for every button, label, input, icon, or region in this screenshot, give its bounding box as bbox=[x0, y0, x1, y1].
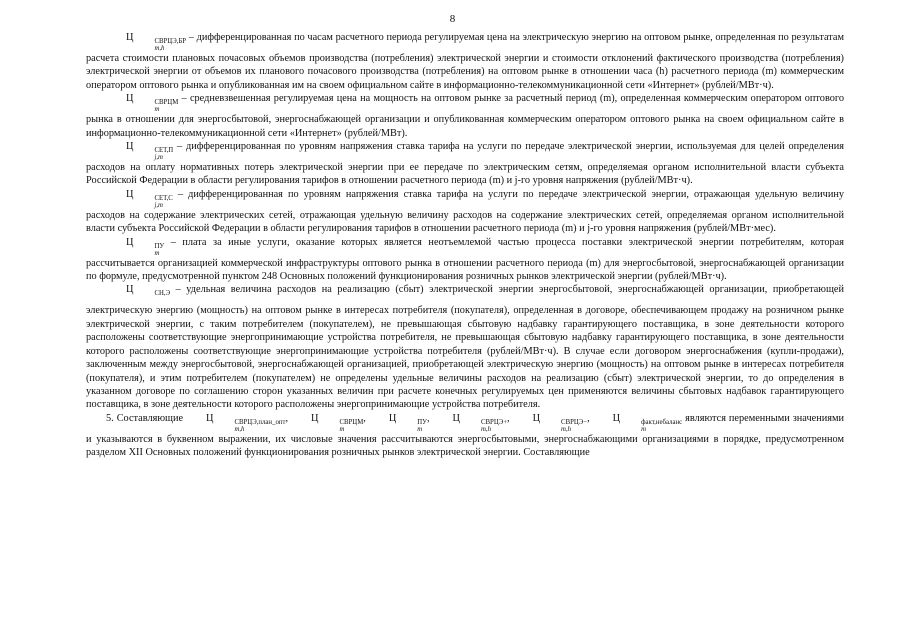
symbol-base: Ц bbox=[452, 412, 460, 424]
formula-symbol bbox=[433, 412, 508, 433]
clause-lead: 5. Составляющие bbox=[106, 412, 186, 424]
symbol-base: Ц bbox=[126, 188, 134, 200]
symbol-superscript: СВРЦМ bbox=[154, 99, 179, 107]
definition-text: – удельная величина расходов на реализацию (сбыт) электрической энергии энергосбытовой, энергоснабжающей организации, приобретающей электрическую энергию (мощность) на оптовом рынке в интересах потребителя (покупателя), определенная в договоре, обеспечивающем продажу на розничном рынке электрической энергии, с таким потребителем (покупателем), не превышающая сбытовую надбавку гарантирующего поставщика, в зоне деятельности которого расположены соответствующие энергопринимающие устройства потребителя, не превышающая сбытовую надбавку гарантирующего поставщика, в зоне деятельности которого расположены соответствующие энергопринимающие устройства потребителя (рублей/МВт·ч). В случае если договором энергоснабжения (купли-продажи), заключенным между энергосбытовой, энергоснабжающей организацией, приобретающей электрическую энергию (мощность) на оптовом рынке в интересах потребителя (покупателя), и этим потребителем (покупателем) не определены удельные величины расходов на реализацию (сбыт) электрической энергии, то до определения в указанном договоре по соглашению сторон указанных величин при расчете конечных регулируемых цен применяются величины сбытовых надбавок гарантирующего поставщика, в зоне деятельности которого расположены энергопринимающие устройства потребителя. bbox=[86, 284, 844, 411]
symbol-subscript: m bbox=[154, 249, 160, 257]
formula-symbol bbox=[513, 412, 588, 433]
definition-text: – плата за иные услуги, оказание которых является неотъемлемой частью процесса поставки электрической энергии потребителям, которая рассчитывается организацией коммерческой инфраструктуры оптового рынка в отношении расчетного периода (m) для энергосбытовой, энергоснабжающей организации по формуле, предусмотренной пунктом 248 Основных положений функционирования розничных рынков электрической энергии (рублей/МВт·ч). bbox=[86, 236, 844, 283]
formula-symbol bbox=[186, 412, 285, 433]
definition-text: – средневзвешенная регулируемая цена на мощность на оптовом рынке за расчетный период (m), определенная коммерческим оператором оптового рынка в отношении для энергосбытовой, энергоснабжающей организации и опубликованная коммерческим оператором оптового рынка на своем официальном сайте в информационно-телекоммуникационной сети «Интернет» (рублей/МВт). bbox=[86, 93, 844, 139]
symbol-superscript: ПУ bbox=[417, 418, 427, 426]
symbol-separator: , bbox=[587, 412, 593, 424]
symbol-subscript: j,m bbox=[154, 154, 163, 162]
definition-paragraph bbox=[86, 283, 844, 411]
definition-text: – дифференцированная по уровням напряжения ставка тарифа на услуги по передаче электрической энергии, отражающая удельную величину расходов на содержание электрических сетей, отражающая удельную величину расходов на содержание электрических сетей, определяемая органом исполнительной власти субъекта Российской Федерации в области регулирования тарифов в отношении расчетного периода (m) и j-го уровня напряжения (рублей/МВт·мес). bbox=[86, 188, 844, 235]
symbol-base: Ц bbox=[126, 141, 134, 153]
symbol-subscript: m,h bbox=[154, 45, 165, 52]
symbol-superscript: ПУ bbox=[154, 242, 165, 250]
symbol-base: Ц bbox=[311, 412, 319, 424]
symbol-subscript bbox=[134, 297, 170, 304]
symbol-subscript: m bbox=[417, 425, 423, 433]
clause-5-paragraph bbox=[86, 412, 844, 460]
page-number: 8 bbox=[449, 13, 456, 25]
symbol-base: Ц bbox=[532, 412, 541, 424]
formula-symbol bbox=[106, 188, 173, 209]
symbol-subscript: m bbox=[154, 106, 160, 114]
symbol-base: Ц bbox=[126, 32, 134, 43]
symbol-superscript: СЕТ,С bbox=[154, 194, 173, 202]
symbol-base: Ц bbox=[206, 412, 214, 424]
definition-paragraph bbox=[86, 140, 844, 188]
symbol-base: Ц bbox=[612, 412, 621, 424]
symbol-subscript: j,m bbox=[154, 201, 163, 209]
formula-symbol bbox=[106, 92, 178, 113]
symbol-base: Ц bbox=[388, 412, 397, 424]
symbol-separator: , bbox=[426, 412, 433, 424]
formula-symbol bbox=[593, 412, 682, 433]
document-body bbox=[86, 31, 844, 460]
symbol-superscript: СВРЦЭ+ bbox=[480, 418, 508, 426]
symbol-base: Ц bbox=[126, 93, 134, 105]
definition-paragraph bbox=[86, 92, 844, 140]
symbol-subscript: m,h bbox=[234, 425, 245, 433]
definition-paragraph bbox=[86, 31, 844, 92]
symbol-superscript: СВРЦЭ,план_опт bbox=[234, 418, 286, 426]
definition-paragraph bbox=[86, 236, 844, 284]
definition-paragraph bbox=[86, 188, 844, 236]
symbol-base: Ц bbox=[126, 284, 134, 296]
symbol-superscript: факт,небаланс bbox=[641, 418, 683, 426]
symbol-superscript: СВРЦМ bbox=[339, 418, 364, 426]
symbol-base: Ц bbox=[126, 236, 134, 248]
symbol-separator: , bbox=[507, 412, 513, 424]
symbol-superscript: СЕТ,П bbox=[154, 147, 174, 155]
symbol-subscript: m,h bbox=[480, 425, 491, 433]
formula-symbol bbox=[369, 412, 427, 433]
symbol-superscript: СН,Э bbox=[154, 290, 171, 298]
formula-symbol bbox=[106, 140, 173, 161]
symbol-subscript: m,h bbox=[561, 425, 572, 433]
definition-text: – дифференцированная по уровням напряжения ставка тарифа на услуги по передаче электрической энергии, используемая для целей определения расходов на оплату нормативных потерь электрической энергии при ее передаче по электрическим сетям, определяемая органом исполнительной власти субъекта Российской Федерации в области регулирования тарифов в отношении расчетного периода (m) и j-го уровня напряжения (рублей/МВт·ч). bbox=[86, 141, 844, 187]
symbol-separator: , bbox=[363, 412, 369, 424]
formula-symbol bbox=[106, 31, 186, 52]
symbol-subscript: m bbox=[641, 425, 647, 433]
formula-symbol bbox=[106, 283, 170, 304]
formula-symbol bbox=[291, 412, 363, 433]
formula-symbol bbox=[106, 236, 164, 257]
symbol-separator: , bbox=[285, 412, 292, 424]
definition-text: – дифференцированная по часам расчетного периода регулируемая цена на электрическую энергию на оптовом рынке, определенная по результатам расчета стоимости плановых почасовых объемов производства (потребления) электрической энергии и стоимости отклонений фактического производства (потребления) электрической энергии от объемов их планового почасового производства (потребления) на оптовом рынке в отношении часа (h) расчетного периода (m) коммерческим оператором оптового рынка и опубликованная им на своем официальном сайте в информационно-телекоммуникационной сети «Интернет» (рублей/МВт·ч). bbox=[86, 32, 844, 91]
symbol-superscript: СВРЦЭ− bbox=[561, 418, 588, 426]
symbol-superscript: СВРЦЭ,БР bbox=[154, 38, 187, 45]
symbol-subscript: m bbox=[339, 425, 345, 433]
clause-text: являются переменными значениями и указываются в буквенном выражении, их числовые значения рассчитываются энергосбытовыми, энергоснабжающими организациями в порядке, предусмотренном разделом XII Основных положений функционирования розничных рынков электрической энергии. Составляющие bbox=[86, 412, 844, 459]
